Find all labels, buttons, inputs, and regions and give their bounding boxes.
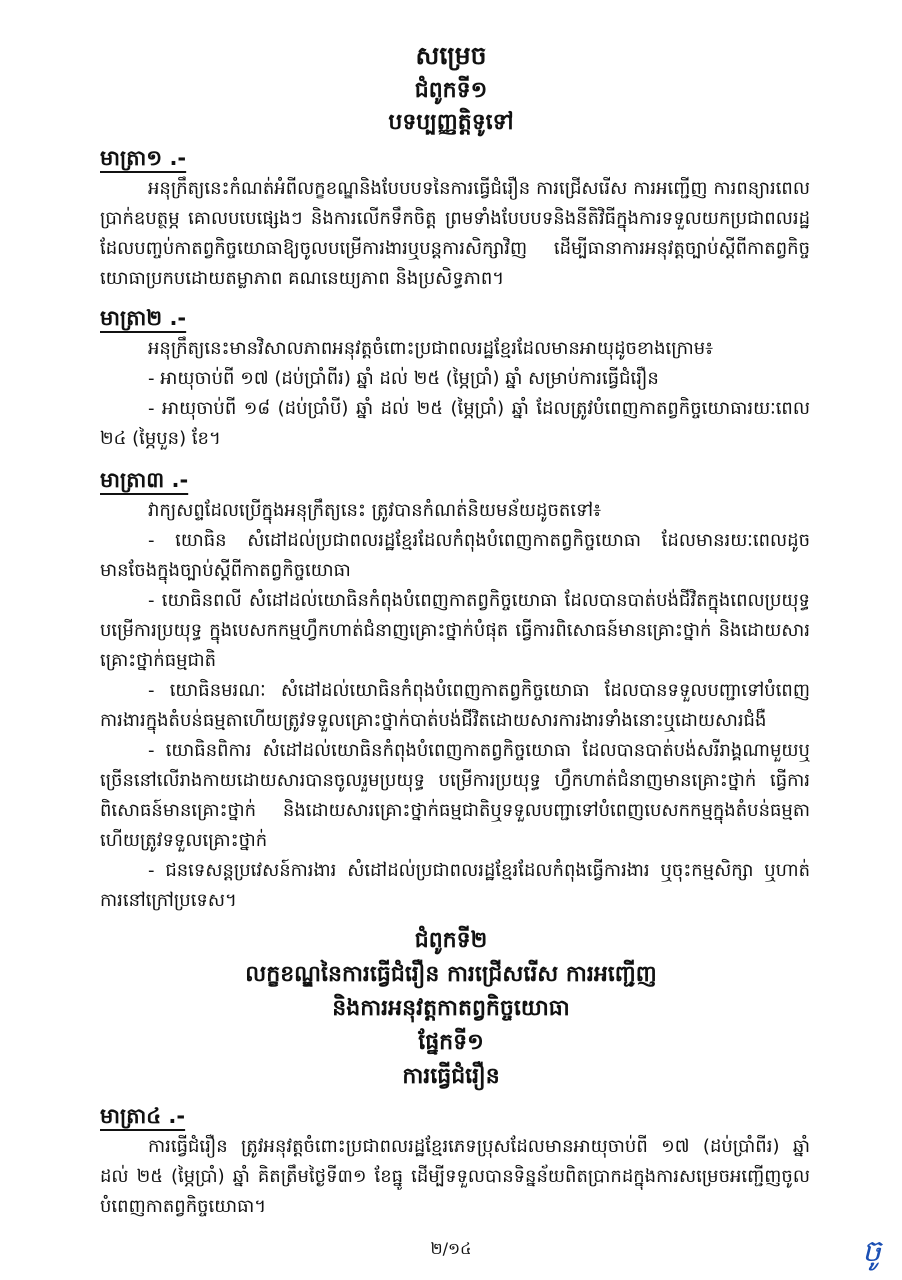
part-1-heading: ផ្នែកទី១ (418, 1030, 484, 1055)
article-2-item-1: - អាយុចាប់ពី ១៧ (ដប់ប្រាំពីរ) ឆ្នាំ ដល់ ២៥ (ម្ភៃប្រាំ) ឆ្នាំ សម្រាប់ការធ្វើជំរឿន (148, 368, 659, 389)
article-3-definition-3: - យោធិនមរណៈ សំដៅដល់យោធិនកំពុងបំពេញកាតព្វកិច្ចយោធា ដែលបានទទួលបញ្ជាទៅបំពេញការងារក្នុងតំបន់ធម្មតាហើយត្រូវទទួលគ្រោះថ្នាក់បាត់បង់ជីវិតដោយសារការងារទាំងនោះឬដោយសារជំងឺ (100, 680, 810, 731)
article-3-definition-4: - យោធិនពិការ សំដៅដល់យោធិនកំពុងបំពេញកាតព្វកិច្ចយោធា ដែលបានបាត់បង់សរីរាង្គណាមួយឬច្រើននៅលើរាងកាយដោយសារបានចូលរួមប្រយុទ្ធ បម្រើការប្រយុទ្ធ ហ្វឹកហាត់ជំនាញមានគ្រោះថ្នាក់ ធ្វើការពិសោធន៍មានគ្រោះថ្នាក់ និងដោយសារគ្រោះថ្នាក់ធម្មជាតិឬទទួលបញ្ជាទៅបំពេញបេសកកម្មក្នុងតំបន់ធម្មតាហើយត្រូវទទួលគ្រោះថ្នាក់ (100, 740, 810, 851)
handwritten-initial-mark: ចូ (862, 1234, 882, 1269)
decision-heading: សម្រេច (415, 41, 487, 70)
article-1 (0, 142, 902, 294)
article-3-definition-1: - យោធិន សំដៅដល់ប្រជាពលរដ្ឋខ្មែរដែលកំពុងបំពេញកាតព្វកិច្ចយោធា ដែលមានរយៈពេលដូចមានចែងក្នុងច្បាប់ស្តីពីកាតព្វកិច្ចយោធា (100, 530, 810, 581)
article-4-text: ការធ្វើជំរឿន ត្រូវអនុវត្តចំពោះប្រជាពលរដ្ឋខ្មែរភេទប្រុសដែលមានអាយុចាប់ពី ១៧ (ដប់ប្រាំពីរ) ឆ្នាំ ដល់ ២៥ (ម្ភៃប្រាំ) ឆ្នាំ គិតត្រឹមថ្ងៃទី៣១ ខែធ្នូ ដើម្បីទទួលបានទិន្នន័យពិតប្រាកដក្នុងការសម្រេចអញ្ជើញចូលបំពេញកាតព្វកិច្ចយោធា។ (100, 1136, 810, 1217)
article-3-definition-5: - ជនទេសន្តប្រវេសន៍ការងារ សំដៅដល់ប្រជាពលរដ្ឋខ្មែរដែលកំពុងធ្វើការងារ ឬចុះកម្មសិក្សា ឬហាត់ការនៅក្រៅប្រទេស។ (100, 860, 810, 911)
chapter-1-heading: ជំពូកទី១ (414, 78, 488, 103)
article-3-intro: វាក្យសព្ទដែលប្រើក្នុងអនុក្រឹត្យនេះ ត្រូវបានកំណត់និយមន័យដូចតទៅ៖ (148, 500, 602, 521)
chapter-2-heading: ជំពូកទី២ (414, 928, 488, 953)
article-2-intro: អនុក្រឹត្យនេះមានវិសាលភាពអនុវត្តចំពោះប្រជាពលរដ្ឋខ្មែរដែលមានអាយុដូចខាងក្រោម៖ (148, 338, 714, 359)
article-3-label: មាត្រា៣ .- (100, 468, 189, 492)
part-1-title: ការធ្វើជំរឿន (402, 1064, 500, 1089)
article-1-text: អនុក្រឹត្យនេះកំណត់អំពីលក្ខខណ្ឌនិងបែបបទនៃការធ្វើជំរឿន ការជ្រើសរើស ការអញ្ជើញ ការពន្យារពេល ប្រាក់ឧបត្ថម្ភ គោលបបេផ្សេងៗ និងការលើកទឹកចិត្ត ព្រមទាំងបែបបទនិងនីតិវិធីក្នុងការទទួលយកប្រជាពលរដ្ឋដែលបញ្ចប់កាតព្វកិច្ចយោធាឱ្យចូលបម្រើការងារឬបន្តការសិក្សាវិញ ដើម្បីធានាការអនុវត្តច្បាប់ស្តីពីកាតព្វកិច្ចយោធាប្រកបដោយតម្លាភាព គណនេយ្យភាព និងប្រសិទ្ធភាព។ (100, 178, 810, 289)
chapter-1-title: បទប្បញ្ញត្តិទូទៅ (388, 110, 514, 135)
page-number: ២/១៤ (430, 1239, 472, 1258)
article-1-label: មាត្រា១ .- (100, 146, 187, 170)
article-3 (0, 464, 902, 916)
article-3-definition-2: - យោធិនពលី សំដៅដល់យោធិនកំពុងបំពេញកាតព្វកិច្ចយោធា ដែលបានបាត់បង់ជីវិតក្នុងពេលប្រយុទ្ធ បម្រើការប្រយុទ្ធ ក្នុងបេសកកម្មហ្វឹកហាត់ជំនាញគ្រោះថ្នាក់បំផុត ធ្វើការពិសោធន៍មានគ្រោះថ្នាក់ និងដោយសារគ្រោះថ្នាក់ធម្មជាតិ (100, 590, 810, 671)
article-2-label: មាត្រា២ .- (100, 306, 187, 330)
chapter-2-title-line-2: និងការអនុវត្តកាតព្វកិច្ចយោធា (332, 996, 570, 1021)
article-4-label: មាត្រា៤ .- (100, 1104, 186, 1128)
chapter-2-title-line-1: លក្ខខណ្ឌនៃការធ្វើជំរឿន ការជ្រើសរើស ការអញ្ជើញ (245, 962, 657, 987)
article-2 (0, 302, 902, 454)
article-4 (0, 1100, 902, 1222)
article-2-item-2: - អាយុចាប់ពី ១៨ (ដប់ប្រាំបី) ឆ្នាំ ដល់ ២៥ (ម្ភៃប្រាំ) ឆ្នាំ ដែលត្រូវបំពេញកាតព្វកិច្ចយោធារយៈពេល ២៤ (ម្ភៃបួន) ខែ។ (100, 398, 810, 449)
